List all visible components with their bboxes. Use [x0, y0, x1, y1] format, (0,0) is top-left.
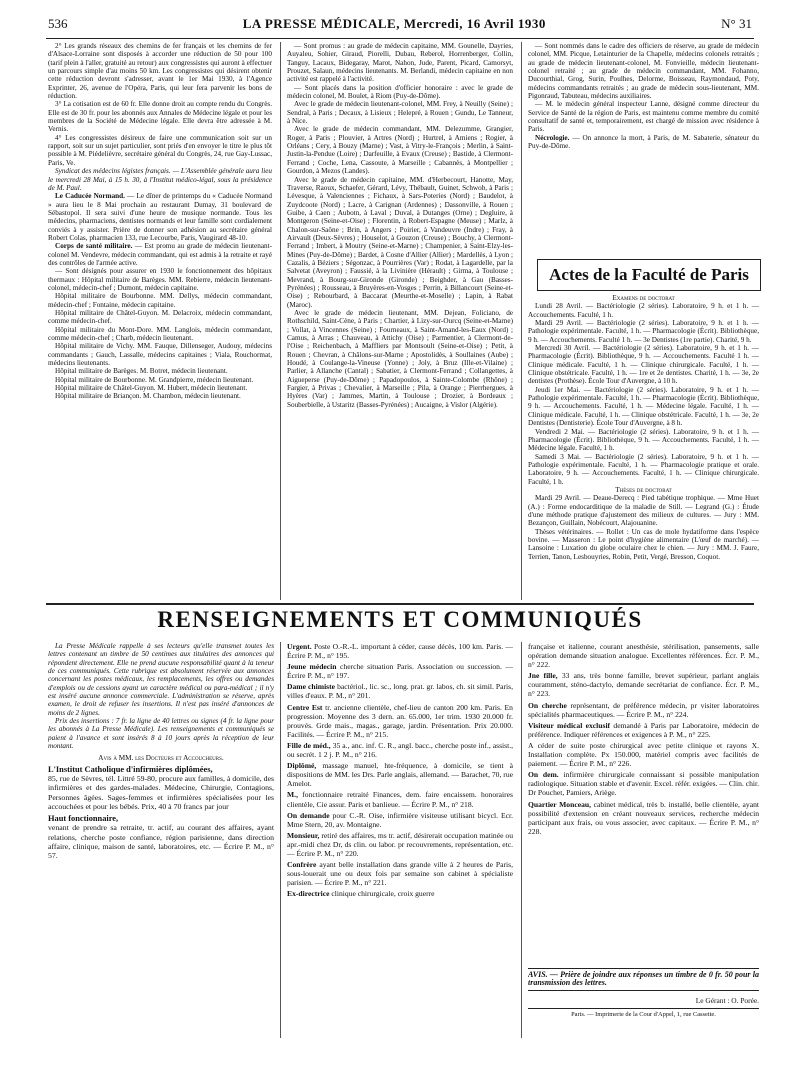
avis-text: AVIS. — Prière de joindre aux réponses un timbre de 0 fr. 50 pour la transmission des lettres. [528, 970, 759, 988]
exam-entry: Samedi 3 Mai. — Bactériologie (2 séries). Laboratoire, 9 h. et 1 h. — Pathologie expérimentale. Faculté, 1 h. — Pharmacologie pratique et orale. Laboratoire, 9 h. — Accouchements. Faculté, 1 h. — Clinique chirurgicale. Faculté, 1 h. [528, 452, 759, 486]
notice-text: La Presse Médicale rappelle à ses lecteurs qu'elle transmet toutes les lettres contenant un timbre de 50 centimes aux titulaires des annonces qui répondent directement. Elle ne prend aucune responsabilité quant à la teneur de ces communiqués. Cette rubrique est absolument réservée aux annonces concernant les postes médicaux, les remplacements, les offres ou demandes d'emplois ou de cessions ayant un caractère médical ou para-médical ; il n'y est inséré aucune annonce commerciale. L'administration se réserve, après examen, le droit de refuser les insertions. Il n'est pas inséré d'annonces de moins de 2 lignes. [48, 642, 274, 717]
ad-title: Diplômé, [287, 761, 317, 771]
ad-title: L'Institut Catholique d'infirmières diplômées, [48, 764, 213, 774]
ad-text: A céder de suite poste chirurgical avec petite clinique et rayons X. Installation complète. Px 150.000, matériel compris avec facilités de paiement. — Écrire P. M., n° 226. [528, 740, 759, 769]
ad-title: Fille de méd., [287, 740, 331, 750]
ad-item [287, 889, 513, 898]
page-header [48, 16, 752, 36]
ad-title: Haut fonctionnaire, [48, 813, 119, 823]
paragraph: Avec le grade de médecin lieutenant-colonel, MM. Frey, à Neuilly (Seine) ; Sendral, à Paris ; Decaux, à Lisieux ; Helepré, à Rouen ; Gundu, Le Tanneur, à Nice. [287, 100, 513, 126]
paragraph: — Sont promus : au grade de médecin capitaine, MM. Gounelle, Dayries, Auyaleu, Sohier, Giraud, Piorelli, Dubau, Reberol, Horrenberger, Collin, Tanguy, Lacaux, Bidegaray, Marot, Nahon, Jude, Parent, Picard, Camorsyt, Prouzet, Salaun, médecins lieutenants. M. Berlandi, médecin capitaine en non activité est rappelé à l'activité. [287, 42, 513, 84]
ad-title: Quartier Monceau, [528, 799, 591, 809]
paragraph: — Sont désignés pour assurer en 1930 le fonctionnement des hôpitaux thermaux : Hôpital militaire de Barèges. MM. Rebierre, médecin lieutenant-colonel, médecin-chef ; Dumont, médecin capitaine. [48, 267, 272, 292]
column-1 [48, 42, 272, 600]
ad-title: On demande [287, 810, 330, 820]
avis-box [528, 968, 759, 991]
ads-column-2 [287, 642, 513, 1038]
exam-entry: Vendredi 2 Mai. — Bactériologie (2 séries). Laboratoire, 9 h. et 1 h. — Pharmacologie (Écrit). Bibliothèque, 9 h. — Accouchements. Faculté, 1 h. — Médecine légale. Faculté, 1 h. [528, 427, 759, 453]
ad-item [287, 642, 513, 660]
paragraph: — Sont nommés dans le cadre des officiers de réserve, au grade de médecin colonel, MM. Picque, Letainturier de la Chapelle, médecins colonels retraités ; au grade de médecin lieutenant-colonel, M. Fonvieille, médecin lieutenant-colonel retraité ; au grade de médecin commandant, MM. Fohanno, Ducourthial, Grog, Surin, Poulhes, Delorme, Boisseau, Raymondaud, Poty, médecins commandants retraités ; au grade de médecin sous-lieutenant, MM. Pigonraud, Tabuteau, médecins auxiliaires. [528, 42, 759, 101]
ad-text: clinique chirurgicale, croix guerre [331, 889, 435, 899]
ad-title: Jne fille, [528, 671, 558, 681]
paragraph: 2° Les grands réseaux des chemins de fer français et les chemins de fer d'Alsace-Lorraine sont disposés à accorder une réduction de 50 pour 100 (tarif plein à l'aller, gratuité au retour) aux congressistes qui auront à effectuer un parcours simple d'au moins 50 km. Les congressistes qui désirent obtenir cette réduction devront s'adresser, avant le 1er Mai 1930, à l'Agence Exprinter, 26, avenue de l'Opéra, Paris, qui leur fera parvenir les bons de réduction. [48, 42, 272, 101]
ad-text: 33 ans, très bonne famille, brevet supérieur, parlant anglais couramment, sténo-dactylo, demande secrétariat de confiance. Écr. P. M., n° 223. [528, 671, 759, 699]
ads-column-3-footer [528, 968, 759, 1040]
ad-text: demandé à Paris par Laboratoire, médecin de préférence. Indiquer références et exigences à P. M., n° 225. [528, 720, 759, 739]
section-heading: Examens de doctorat [612, 294, 675, 302]
ad-item [528, 671, 759, 698]
paragraph: Hôpital militaire de Vichy. MM. Fauque, Dillenseger, Audouy, médecins commandants ; Gauch, Lassalle, médecins capitaines ; Viala, Rouchormat, médecins lieutenants. [48, 342, 272, 368]
ad-title: Centre Est [287, 702, 323, 712]
ad-item [528, 800, 759, 836]
section-heading: Avis à MM. les Docteurs et Accoucheurs. [98, 754, 224, 763]
price-text: Prix des insertions : 7 fr. la ligne de 40 lettres ou signes (4 fr. la ligne pour les abonnés à La Presse Médicale). Les renseignements et communiqués se paient à l'avance et sont insérés 8 à 10 jours après la réception de leur montant. [48, 717, 274, 751]
theses-entry: Thèses vétérinaires. — Rollet : Un cas de mole hydatiforme dans l'espèce bovine. — Masseron : Le point d'hygiène alimentaire (L'œuf de marché). — Lansoine : Luxation du globe oculaire chez le chien. — Jury : MM. J. Faure, Terrien, Tanon, Lesbouyries, Robin, Petit, Vergé, Bresson, Coquot. [528, 527, 759, 561]
ad-title: On dem. [528, 770, 559, 780]
ad-text: Poste O.-R.-L. important à céder, cause décès, 100 km. Paris. — Écrire P. M., n° 195. [287, 642, 513, 661]
ads-column-3 [528, 642, 759, 962]
ad-item [287, 741, 513, 759]
imprimerie-line: Paris. — Imprimerie de la Cour d'Appel, 1, rue Cassette. [571, 1011, 716, 1019]
ad-text: cabinet médical, très b. installé, belle clientèle, ayant possibilité d'extension en créant nouveaux services, recherche médecin participant aux frais, ou vous associer, avec capitaux. — Écrire P. M., n° 228. [528, 799, 759, 836]
paragraph: Hôpital militaire de Châtel-Guyon. M. Delacroix, médecin commandant, comme médecin-chef. [48, 309, 272, 326]
ad-title: Jeune médecin [287, 662, 337, 672]
ad-item [287, 831, 513, 858]
ad-item [287, 811, 513, 829]
journal-title: LA PRESSE MÉDICALE, Mercredi, 16 Avril 1930 [242, 16, 546, 31]
section-title: Le Caducée Normand. [55, 192, 125, 201]
ad-text: venant de prendre sa retraite, tr. actif, au courant des affaires, ayant relations, cherche poste confiance, région parisienne, dans direction affaire, clinique, maison de santé, laboratoires, etc. — Écrire P. M., n° 57. [48, 823, 274, 860]
paragraph: Avec le grade de médecin lieutenant, MM. Dejean, Foliciano, de Rothschild, Saint-Cène, à Paris ; Chartier, à Lizy-sur-Ourcq (Seine-et-Marne) ; Vollat, à Vincennes (Seine) ; Fourneaux, à Saint-Amand-les-Eaux (Nord) ; Camus, à Arras ; Chauveau, à Attichy (Oise) ; Parmentier, à Clermont-de-l'Oise ; Reichenbach, à Maffliers par Montsoult (Seine-et-Oise) ; Petit, à Rouen ; Chevran, à Châlons-sur-Marne ; Apostolidès, à Soullaines (Aube) ; Houdé, à Coulange-la-Vineuse (Yonne) ; Joly, à Bruz (Ille-et-Vilaine) ; Parlier, à Allanche (Cantal) ; Sabatier, à Clermont-Ferrand ; Collangettes, à Aigueperse (Puy-de-Dôme) ; Papadopoulos, à Sainte-Colombe (Rhône) ; Fargier, à Privas ; Chevalier, à Marseille ; Pila, à Orange ; Pierrhergues, à Hyères (Var) ; Jammes, Martin, à Toulouse ; Drozier, à Bordeaux ; Souberbielle, à Ustaritz (Basses-Pyrénées) ; Aucaigne, à Vislor (Algérie). [287, 309, 513, 409]
paragraph: — M. le médecin général inspecteur Lanne, désigné comme directeur du Service de Santé de la région de Paris, est maintenu comme membre du comité consultatif de santé et, temporairement, est chargé de mission avec résidence à Paris. [528, 100, 759, 134]
ad-item [287, 860, 513, 887]
gerant-line: Le Gérant : O. Porée. [695, 995, 759, 1005]
section-title: Corps de santé militaire. [55, 242, 133, 251]
column-rule [521, 642, 522, 1038]
ad-title: M., [287, 790, 298, 800]
section-heading: Thèses de doctorat [615, 485, 672, 494]
banner-rule [46, 603, 754, 605]
paragraph: — Sont placés dans la position d'officier honoraire : avec le grade de médecin colonel, M. Boulet, à Riom (Puy-de-Dôme). [287, 83, 513, 101]
exam-entry: Mercredi 30 Avril. — Bactériologie (2 séries). Laboratoire, 9 h. et 1 h. — Pharmacologie (Écrit). Bibliothèque, 9 h. — Accouchements. Faculté 1 h. — Clinique médicale. Faculté, 1 h. — Clinique chirurgicale. Faculté, 1 h. — Clinique obstétricale. Faculté, 1 h. — 1re et 2e dentistes. Charité, 1 h. — 3e, 2e dentistes (Prothèse). École Tour d'Auvergne, à 10 h. [528, 344, 759, 386]
ad-text: massage manuel, hte-fréquence, à domicile, se tient à dispositions de MM. les Drs. Parle anglais, allemand. — Barachet, 70, rue Amelot. [287, 761, 513, 789]
column-2 [287, 42, 513, 600]
ad-text: bactériol., lic. sc., long. prat. gr. labos, ch. sit simil. Paris, villes d'eaux. P. M., n° 201. [287, 682, 513, 701]
paragraph: — On annonce la mort, à Paris, de M. Sabaterie, sénateur du Puy-de-Dôme. [528, 133, 759, 151]
ad-item [287, 761, 513, 788]
footer-rule [528, 1008, 759, 1009]
paragraph: Hôpital militaire du Mont-Dore. MM. Langlois, médecin commandant, comme médecin-chef ; Charb, médecin lieutenant. [48, 325, 272, 343]
column-rule [280, 42, 281, 600]
column-3-top [528, 42, 759, 254]
paragraph: Avec le grade de médecin capitaine, MM. d'Herbecourt, Hanotte, May, Traverse, Raoux, Schaefer, Gérard, Lévy, Thébault, Guinet, Schwob, à Paris ; Lévesque, à Valenciennes ; Fichaux, à Sars-Poteries (Nord) ; Baudelot, à Zuydcoote (Nord) ; Lacre, à Carignan (Ardennes) ; Dassonville, à Rouen ; Guibe, à Caen ; Aubotn, à Laval ; Duval, à Dutanges (Orne) ; Degluire, à Montgeron (Seine-et-Oise) ; Florentin, à Robert-Espagne (Meuse) ; Marlz, à Chalon-sur-Saône ; Brin, à Angers ; Poirier, à Vandeuvre (Indre) ; Fray, à Airvault (Deux-Sèvres) ; Houselot, à Gouzon (Creuse) ; Bouchy, à Clermont-Ferrand ; Imbert, à Moutry (Seine-et-Marne) ; Champenier, à Saint-Elzy-les-Mines (Puy-de-Dôme) ; Bardet, à Cosne d'Allier (Allier) ; Mardellès, à Lyon ; Cazalis, à Béziers ; Ségonzac, à Pourrières (Var) ; Rodat, à Lagardelle, par la Salvetat (Aveyron) ; Faussié, à la Livinière (Hérault) ; Girma, à Toulouse ; Mevrand, à Bourg-sur-Gironde (Gironde) ; Beighder, à Gau (Basses-Pyrénées) ; Rousseau, à Bruyères-en-Vosges ; Perrin, à Billancourt (Seine-et-Oise) ; Rebourbard, à Baccarat (Meurthe-et-Moselle) ; Lapin, à Rabat (Maroc). [287, 175, 513, 309]
paragraph: Hôpital militaire de Barèges. M. Botret, médecin lieutenant. [55, 367, 228, 376]
column-rule [521, 42, 522, 600]
paragraph: — Le dîner de printemps du « Caducée Normand » aura lieu le 8 Mai prochain au restaurant Dumay, 31 boulevard de Sébastopol. Il sera suivi d'une heure de musique normande. Tous les médecins, pharmaciens, dentistes normands et leur famille sont cordialement conviés à y assister. Prière de donner son adhésion au secrétaire général Robert Colas, pharmacien 133, rue Lecourbe, Paris, Vaugirard 48-10. [48, 192, 272, 242]
paragraph: — Est promu au grade de médecin lieutenant-colonel M. Vendevre, médecin commandant, qui est admis à la retraite et rayé des contrôles de l'armée active. [48, 242, 272, 267]
column-rule [280, 642, 281, 1038]
exam-entry: Jeudi 1er Mai. — Bactériologie (2 séries). Laboratoire, 9 h. et 1 h. — Pathologie expérimentale. Faculté, 1 h. — Pharmacologie (Écrit). Bibliothèque, 9 h. — Accouchements. Faculté, 1 h. — Médecine légale. Faculté, 1 h. — Clinique médicale. Faculté, 1 h. — Clinique obstétricale. Faculté, 1 h. — 3e, 2e Dentistes (Dentisterie). École Tour d'Auvergne, à 8 h. [528, 385, 759, 428]
ad-text: tr. ancienne clientèle, chef-lieu de canton 200 km. Paris. En progression. Moyenne des 3 dern. an. 65.000, 1er trim. 1930 20.000 fr. prouvés. Grde mais., magas., garage, jardin. Présentation. Prix 20.000. Facilités. — Écrire P. M., n° 215. [287, 702, 513, 739]
column-3-faculte [528, 294, 759, 600]
paragraph: Hôpital militaire de Bourbonne. M. Grandpierre, médecin lieutenant. [55, 375, 254, 384]
ad-text: 35 a., anc. inf. C. R., angl. bacc., cherche poste inf., assist., ou secrét. 1 2 j. P. M., n° 216. [287, 740, 513, 760]
paragraph: Hôpital militaire de Châtel-Guyon. M. Hubert, médecin lieutenant. [55, 384, 248, 393]
ad-title: Confrère [287, 860, 317, 870]
issue-number: N° 31 [721, 16, 752, 31]
faculte-title-box: Actes de la Faculté de Paris [537, 259, 761, 291]
header-rule [46, 38, 754, 39]
ad-item [287, 703, 513, 739]
ad-item [528, 741, 759, 768]
paragraph: Syndicat des médecins légistes français. — L'Assemblée générale aura lieu le mercredi 28 Mai, à 15 h. 30, à l'Institut médico-légal, sous la présidence de M. Paul. [48, 167, 272, 192]
ad-item [528, 642, 759, 669]
ad-text: pour C.-R. Oise, infirmière visiteuse utilisant bicycl. Ecr. Mme Stern, 20, av. Montaigne. [287, 810, 513, 829]
ad-text: ayant belle installation dans grande ville à 2 heures de Paris, sous-louerait une ou deux fois par semaine son cabinet à spécialiste parisien. — Écrire P. M., n° 221. [287, 860, 513, 888]
exam-entry: Lundi 28 Avril. — Bactériologie (2 séries). Laboratoire, 9 h. et 1 h. — Accouchements. Faculté, 1 h. [528, 302, 759, 319]
ad-text: 85, rue de Sèvres, tél. Littré 59-80, procure aux familles, à domicile, des infirmières et des gardes-malades. Médecine, Chirurgie, Contagions, Personnes âgées. Sages-femmes et infirmières spécialisées pour les accouchées et pour les bébés. Prix, 40 à 70 francs par jour [48, 774, 274, 811]
ad-title: On cherche [528, 700, 567, 710]
paragraph: Hôpital militaire de Bourbonne. MM. Dellys, médecin commandant, médecin-chef ; Fontaine, médecin capitaine. [48, 292, 272, 309]
ad-text: infirmière chirurgicale connaissant si possible manipulation radiologique. Situation stable et d'avenir. Excel. référ. exigées. — Clin. chir. Dr Pouchet, Pamiers, Ariège. [528, 770, 759, 798]
section-banner: RENSEIGNEMENTS ET COMMUNIQUÉS [157, 607, 643, 632]
page-number: 536 [48, 16, 68, 31]
ad-item [528, 701, 759, 719]
paragraph: Avec le grade de médecin commandant, MM. Delezumme, Grangier, Roger, à Paris ; Plouvier, à Artres (Nord) ; Hurtrel, à Amiens ; Rogier, à Orléans ; Cery, à Bouzy (Marne) ; Vast, à Vitry-le-François ; Merlin, à Saint-Justin-la-Pendue (Loire) ; Darfeuille, à Evaux (Creuse) ; Bastide, à Clermont-Ferrand ; Coche, Lena, Cassoute, à Marseille ; Cabannès, à Montpellier ; Gourdon, à Mezos (Landes). [287, 125, 513, 176]
ad-item [287, 662, 513, 680]
ad-item [287, 790, 513, 808]
ad-title: Urgent. [287, 642, 312, 651]
ad-title: Ex-directrice [287, 889, 330, 899]
paragraph: 3° La cotisation est de 60 fr. Elle donne droit au compte rendu du Congrès. Elle est de 30 fr. pour les abonnés aux Annales de Médecine légale et pour les membres de la Société de Médecine légale. Elle devra être adressée à M. Vernis. [48, 100, 272, 134]
ad-text: représentant, de préférence médecin, pr visiter laboratoires spécialités pharmaceutiques. — Écrire P. M., n° 224. [528, 700, 759, 719]
ad-text: cherche situation Paris. Association ou succession. — Écrire P. M., n° 197. [287, 662, 513, 681]
ad-title: Dame chimiste [287, 682, 336, 692]
paragraph: Hôpital militaire de Briançon. M. Chambon, médecin lieutenant. [55, 392, 241, 401]
ad-item [528, 721, 759, 739]
ad-text: fonctionnaire retraité Finances, dem. faire encaissem. honoraires clientèle, Cie assur. Paris et banlieue. — Écrire P. M., n° 218. [287, 790, 513, 809]
paragraph: 4° Les congressistes désireux de faire une communication soit sur un rapport, soit sur un sujet particulier, sont priés d'en envoyer le titre le plus tôt possible à M. Piédelièvre, secrétaire général du Congrès, 24, rue Gay-Lussac, Paris, Ve. [48, 133, 272, 167]
theses-entry: Mardi 29 Avril. — Deaue-Derecq : Pied tabétique trophique. — Mme Huet (A.) : Forme endocarditique de la maladie de Still. — Legrand (G.) : Étude d'une méthode pratique d'ajustement des milieux de cultures. — Jury : MM. Bezançon, Guillain, Nobécourt, Alajouanine. [528, 494, 759, 528]
ads-column-1 [48, 642, 274, 1038]
ad-text: française et italienne, courant anesthésie, stérilisation, pansements, salle opération demande situation analogue. Excellentes références. Écr. P. M., n° 222. [528, 642, 759, 670]
exam-entry: Mardi 29 Avril. — Bactériologie (2 séries). Laboratoire, 9 h. et 1 h. — Pathologie expérimentale. Faculté, 1 h. — Pharmacologie (Écrit). Bibliothèque, 9 h. — Accouchements. Faculté 1 h. — 3e Dentistes (1re partie). Charité, 9 h. [528, 319, 759, 344]
ad-text: retiré des affaires, ms tr. actif, désirerait occupation matinée ou apr.-midi chez Dr, ds clin. ou labor. pr recouvrements, représentation, etc. — Écrire P. M., n° 220. [287, 830, 513, 858]
ad-title: Visiteur médical exclusif [528, 720, 611, 730]
section-title: Nécrologie. [535, 133, 570, 142]
ad-item [287, 682, 513, 700]
ad-title: Monsieur, [287, 830, 320, 840]
ad-item [528, 770, 759, 797]
